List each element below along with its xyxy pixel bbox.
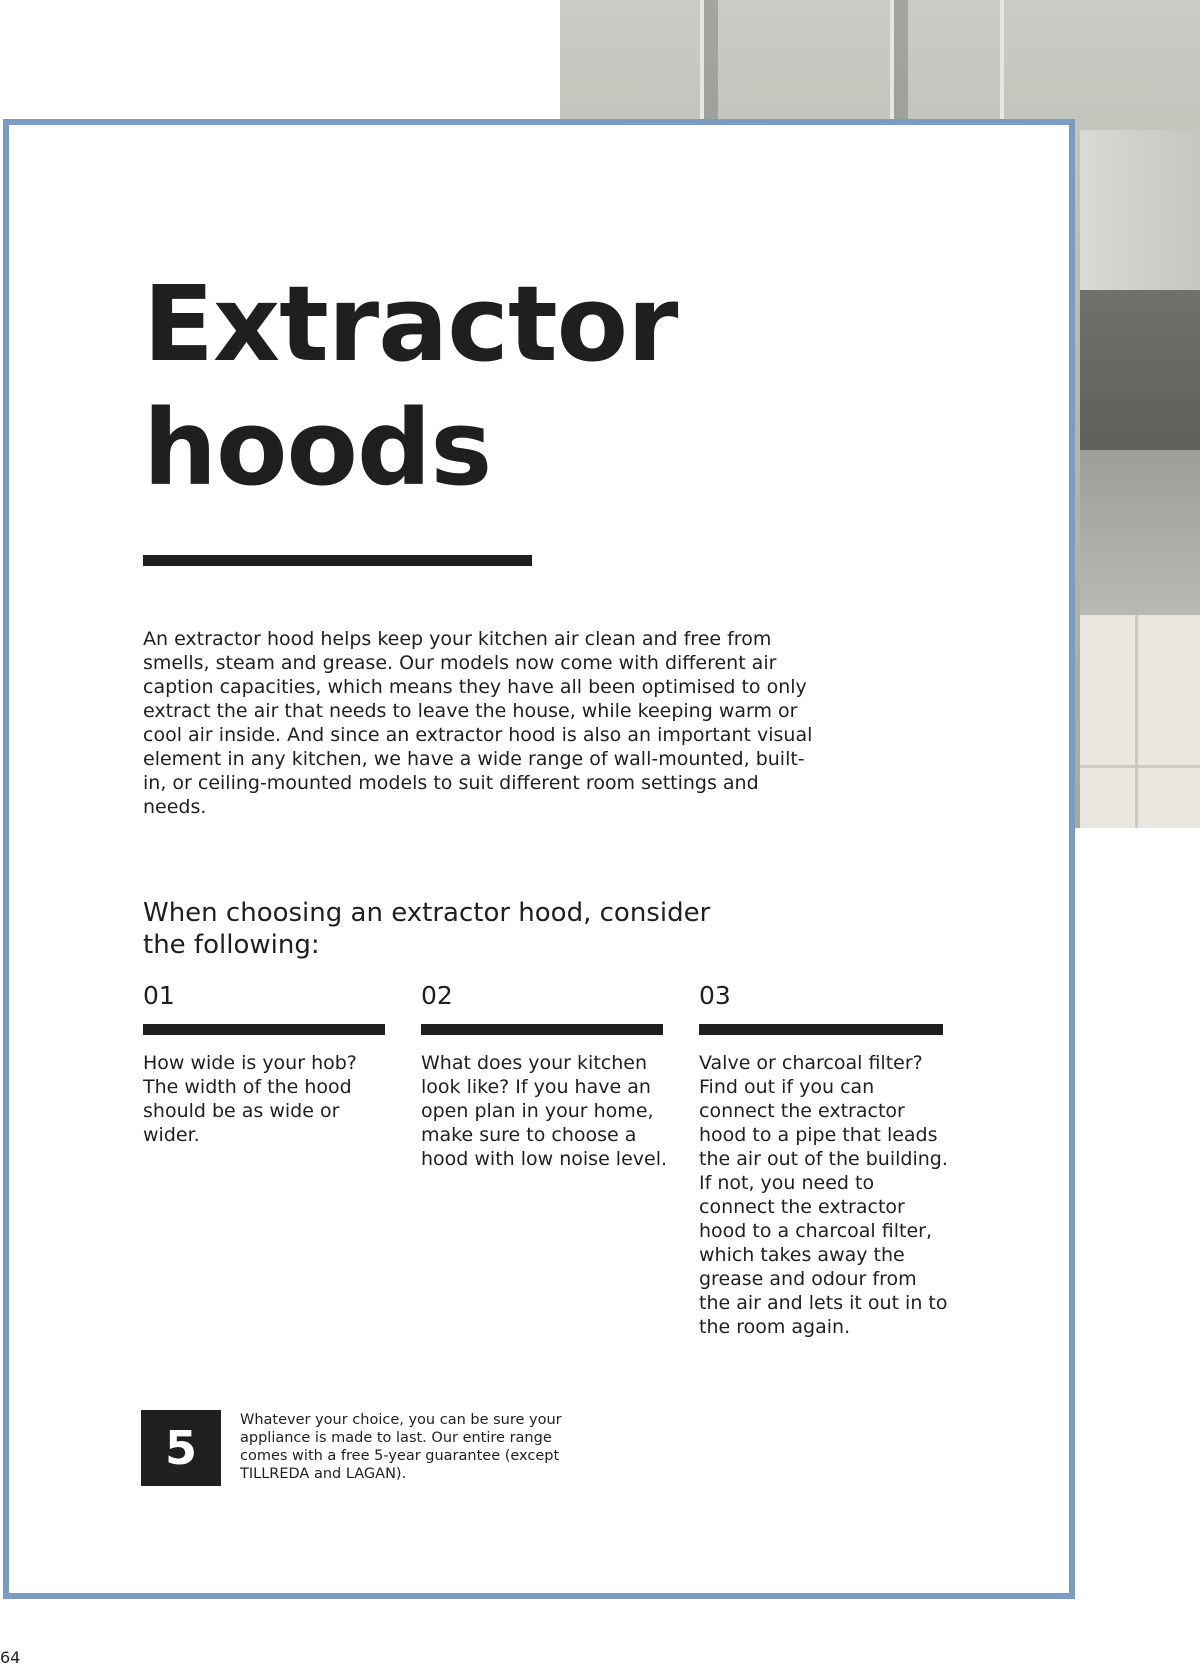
cabinet-shadow [704,0,718,120]
wall-tiles [1080,615,1200,828]
step-divider [421,1024,663,1035]
step-divider [143,1024,385,1035]
hood-canopy [1080,290,1200,450]
cabinet-seam [1000,0,1004,120]
guarantee-badge: 5 [141,1410,221,1486]
step-number: 03 [699,981,731,1010]
step-text: What does your kitchen look like? If you have an open plan in your home, make sure to choose a hood with low noise level. [421,1052,668,1170]
intro-paragraph: An extractor hood helps keep your kitchen air clean and free from smells, steam and grease. Our models now come with different air caption capacities, which means they have all been optimised to only extract the air that needs to leave the house, while keeping warm or cool air inside. And since an extractor hood is also an important visual element in any kitchen, we have a wide range of wall-mounted, built-in, or ceiling-mounted models to suit different room settings and needs. [143,628,813,818]
consider-heading: When choosing an extractor hood, consider the following: [143,898,711,960]
step-text: How wide is your hob? The width of the hood should be as wide or wider. [143,1052,357,1146]
hood-chimney [1080,130,1200,290]
step-02 [421,980,668,1170]
step-divider [699,1024,943,1035]
page-number: 64 [0,1648,21,1667]
page-title: Extractor hoods [143,263,678,509]
cabinet-shadow [894,0,908,120]
step-number: 01 [143,981,175,1010]
step-text: Valve or charcoal filter? Find out if you can connect the extractor hood to a pipe that leads the air out of the building. If not, you need to connect the extractor hood to a charcoal filter, which takes away the grease and odour from the air and lets it out in to the room again. [699,1052,948,1338]
title-divider [143,555,532,566]
guarantee-note: Whatever your choice, you can be sure your appliance is made to last. Our entire range comes with a free 5-year guarantee (except TILLREDA and LAGAN). [240,1412,562,1482]
step-01 [143,980,385,1146]
step-03 [699,980,948,1338]
hood-underside [1080,450,1200,615]
step-number: 02 [421,981,453,1010]
